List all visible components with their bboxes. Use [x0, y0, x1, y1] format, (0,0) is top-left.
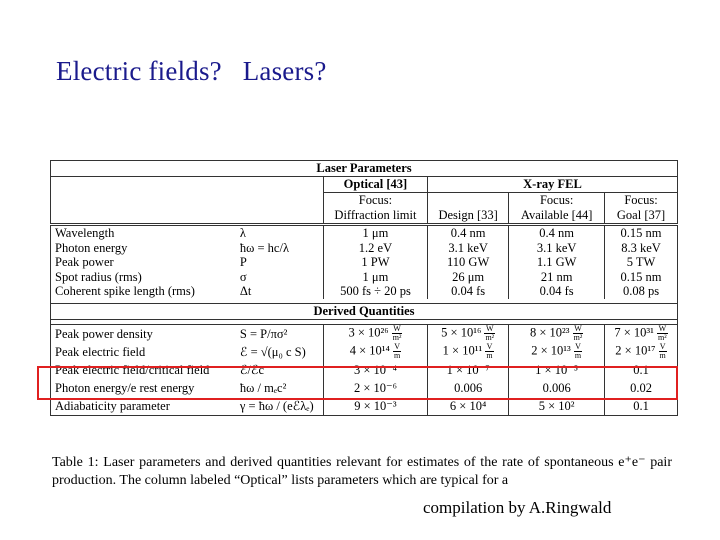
param-value: 110 GW	[428, 255, 509, 270]
param-value: 26 μm	[428, 270, 509, 285]
param-symbol: σ	[239, 269, 247, 284]
param-value: 8.3 keV	[605, 241, 678, 256]
section-header-laser-parameters	[51, 161, 678, 177]
derived-value-number: 0.006	[542, 380, 571, 395]
param-symbol: ħω = hc/λ	[239, 240, 289, 255]
derived-value-number: 5 × 10¹⁶	[441, 325, 482, 340]
derived-value-number: 0.02	[630, 380, 652, 395]
derived-name: Peak electric field/critical field	[55, 362, 210, 377]
section-title: Derived Quantities	[51, 303, 678, 319]
param-symbol: Δt	[239, 284, 252, 299]
unit-fraction	[657, 325, 668, 342]
param-value: 0.15 nm	[605, 225, 678, 241]
table-row	[51, 255, 678, 270]
derived-value-number: 3 × 10²⁶	[348, 325, 389, 340]
subhead-goal-line2: Goal [37]	[605, 208, 678, 225]
unit-numerator: W	[485, 324, 494, 334]
derived-name: Adiabaticity parameter	[55, 398, 170, 413]
subheader-row-2	[51, 208, 678, 225]
unit-denominator: m²	[573, 333, 583, 343]
table-row	[51, 324, 678, 343]
group-header-row	[51, 177, 678, 193]
param-value: 0.15 nm	[605, 270, 678, 285]
param-value: 3.1 keV	[509, 241, 605, 256]
derived-value-number: 1 × 10⁻⁵	[535, 362, 579, 377]
compilation-credit: compilation by A.Ringwald	[423, 498, 612, 517]
unit-denominator: m²	[485, 333, 495, 343]
derived-value-number: 2 × 10¹⁷	[615, 343, 656, 358]
derived-value-number: 2 × 10¹³	[531, 343, 571, 358]
param-value: 1 PW	[323, 255, 427, 270]
derived-symbol: S = P/πσ²	[239, 326, 288, 341]
unit-fraction	[485, 343, 493, 360]
subhead-goal-line1: Focus:	[605, 193, 678, 209]
param-name: Wavelength	[55, 226, 115, 240]
param-value: 5 TW	[605, 255, 678, 270]
derived-value	[605, 324, 678, 343]
table-caption: Table 1: Laser parameters and derived quantities relevant for estimates of the rate of spontaneous e⁺e⁻ pair production. The column labeled “Optical” lists parameters which are typical for a	[52, 455, 672, 488]
section-title: Laser Parameters	[51, 161, 678, 177]
subhead-optical-line1: Focus:	[323, 193, 427, 209]
subhead-available-line2: Available [44]	[509, 208, 605, 225]
derived-value	[509, 324, 605, 343]
param-name: Photon energy	[55, 240, 128, 255]
section-header-derived	[51, 303, 678, 319]
derived-name: Peak electric field	[55, 344, 146, 359]
subhead-optical-line2: Diffraction limit	[323, 208, 427, 225]
derived-symbol: ℰ = √(μ₀ c S)	[239, 344, 306, 359]
unit-numerator: V	[486, 342, 493, 352]
slide-title: Electric fields? Lasers?	[56, 56, 327, 86]
table-row	[51, 270, 678, 285]
derived-symbol: γ = ħω / (eℰλₑ)	[239, 398, 314, 413]
param-symbol: P	[239, 255, 247, 270]
param-name: Spot radius (rms)	[55, 269, 142, 284]
unit-denominator: m	[659, 351, 666, 361]
unit-denominator: m²	[392, 333, 402, 343]
unit-numerator: V	[394, 342, 400, 352]
derived-symbol: ℰ/ℰc	[239, 362, 265, 377]
unit-fraction	[392, 325, 403, 342]
unit-denominator: m	[486, 351, 493, 361]
unit-numerator: W	[658, 324, 667, 334]
derived-value	[323, 343, 427, 361]
param-value: 21 nm	[509, 270, 605, 285]
derived-value	[428, 343, 509, 361]
unit-numerator: W	[393, 324, 401, 334]
param-name: Peak power	[55, 255, 114, 270]
subhead-available-line1: Focus:	[509, 193, 605, 209]
derived-value	[605, 343, 678, 361]
unit-fraction	[659, 343, 667, 360]
derived-value-number: 0.1	[633, 362, 649, 377]
unit-fraction	[574, 343, 582, 360]
derived-value-number: 8 × 10²³	[530, 325, 570, 340]
unit-numerator: W	[574, 324, 582, 334]
subhead-design-line1	[428, 193, 509, 209]
derived-symbol: ħω / mₑc²	[239, 380, 287, 395]
derived-name: Peak power density	[55, 326, 153, 341]
derived-name: Photon energy/e rest energy	[55, 380, 195, 395]
derived-value	[428, 324, 509, 343]
derived-value-number: 2 × 10⁻⁶	[353, 380, 397, 395]
subheader-row-1	[51, 193, 678, 209]
derived-value-number: 1 × 10¹¹	[442, 343, 483, 358]
param-value: 0.04 fs	[509, 284, 605, 299]
param-value: 500 fs ÷ 20 ps	[323, 284, 427, 299]
param-value: 0.04 fs	[428, 284, 509, 299]
derived-value-number: 0.006	[454, 380, 483, 395]
highlight-box-peak-electric-field	[37, 366, 678, 400]
derived-value-number: 6 × 10⁴	[449, 398, 487, 413]
table-row	[51, 225, 678, 241]
derived-value	[509, 343, 605, 361]
derived-value-number: 4 × 10¹⁴	[349, 343, 390, 358]
derived-value-number: 0.1	[633, 398, 649, 413]
param-value: 0.4 nm	[509, 225, 605, 241]
derived-value-number: 7 × 10³¹	[614, 325, 654, 340]
unit-denominator: m	[393, 351, 401, 361]
param-value: 1 μm	[323, 225, 427, 241]
group-xray-fel: X-ray FEL	[428, 177, 678, 193]
unit-fraction	[393, 343, 401, 360]
table-row	[51, 343, 678, 361]
table-row	[51, 241, 678, 256]
unit-fraction	[573, 325, 584, 342]
param-value: 1 μm	[323, 270, 427, 285]
derived-value-number: 1 × 10⁻⁷	[446, 362, 490, 377]
derived-value-number: 9 × 10⁻³	[354, 398, 397, 413]
derived-value	[323, 324, 427, 343]
param-name: Coherent spike length (rms)	[55, 284, 195, 299]
group-optical: Optical [43]	[323, 177, 427, 193]
unit-denominator: m²	[658, 333, 667, 343]
subhead-design-line2: Design [33]	[428, 208, 509, 225]
unit-fraction	[484, 325, 495, 342]
table-row	[51, 284, 678, 299]
param-value: 0.08 ps	[605, 284, 678, 299]
param-value: 1.1 GW	[509, 255, 605, 270]
param-value: 0.4 nm	[428, 225, 509, 241]
derived-value-number: 3 × 10⁻⁴	[353, 362, 397, 377]
unit-numerator: V	[659, 342, 666, 352]
unit-denominator: m	[574, 351, 582, 361]
param-value: 3.1 keV	[428, 241, 509, 256]
derived-value-number: 5 × 10²	[538, 398, 575, 413]
unit-numerator: V	[575, 342, 581, 352]
param-symbol: λ	[239, 226, 246, 240]
parameter-rows	[51, 225, 678, 299]
param-value: 1.2 eV	[323, 241, 427, 256]
